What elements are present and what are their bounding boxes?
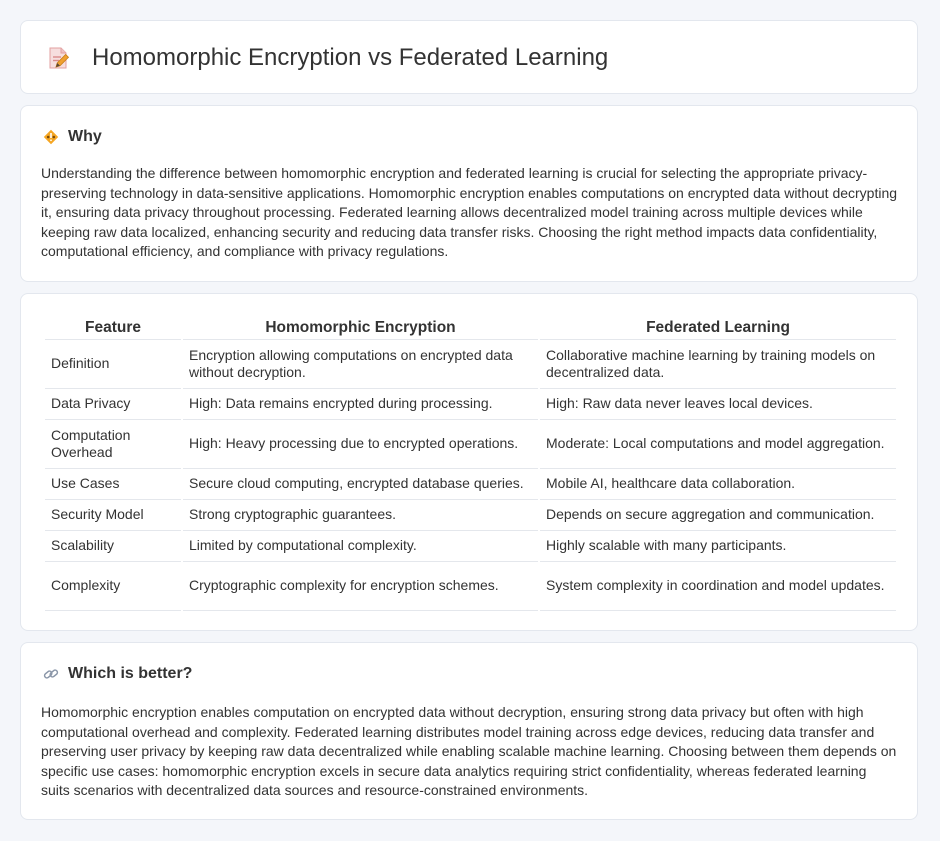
table-row [45,469,896,500]
federated-cell: Collaborative machine learning by training models on decentralized data. [540,340,896,389]
feature-cell: Complexity [45,562,181,611]
feature-cell: Use Cases [45,469,181,500]
header-homomorphic-encryption: Homomorphic Encryption [183,316,538,340]
feature-cell: Computation Overhead [45,420,181,469]
federated-cell: Highly scalable with many participants. [540,531,896,562]
link-icon [43,666,59,682]
header-federated-learning: Federated Learning [540,316,896,340]
better-heading: Which is better? [68,665,193,682]
why-heading-row [43,126,102,148]
document-edit-icon [47,46,69,70]
feature-cell: Scalability [45,531,181,562]
comparison-section [20,293,918,631]
homomorphic-cell: Encryption allowing computations on encrypted data without decryption. [183,340,538,389]
header-feature: Feature [45,316,181,340]
table-row [45,340,896,389]
better-heading-row [43,663,192,685]
federated-cell: High: Raw data never leaves local devices. [540,389,896,420]
why-section [20,105,918,282]
page-title: Homomorphic Encryption vs Federated Learning [92,44,609,71]
better-text: Homomorphic encryption enables computation on encrypted data without decryption, ensuring strong data privacy but often with high computational overhead and complexity. Federated learning distributes model training across edge devices, reducing data transfer and preserving user privacy by keeping raw data decentralized while enabling scalable machine learning. Choosing between them depends on specific use cases: homomorphic encryption excels in secure data analytics requiring strict confidentiality, whereas federated learning suits scenarios with decentralized data sources and resource-constrained environments. [41,704,897,799]
table-header-row [45,316,896,340]
feature-cell: Data Privacy [45,389,181,420]
federated-cell: Moderate: Local computations and model aggregation. [540,420,896,469]
table-row [45,389,896,420]
why-heading: Why [68,128,102,145]
comparison-table [43,316,898,611]
federated-cell: System complexity in coordination and model updates. [540,562,896,611]
diamond-warning-icon [43,129,59,145]
table-row [45,420,896,469]
federated-cell: Depends on secure aggregation and communication. [540,500,896,531]
header-card [20,20,918,94]
homomorphic-cell: Cryptographic complexity for encryption schemes. [183,562,538,611]
homomorphic-cell: Secure cloud computing, encrypted database queries. [183,469,538,500]
why-text: Understanding the difference between homomorphic encryption and federated learning is crucial for selecting the appropriate privacy-preserving technology in data-sensitive applications. Homomorphic encryption enables computations on encrypted data without decrypting it, ensuring data privacy throughout processing. Federated learning allows decentralized model training across multiple devices while keeping raw data localized, enhancing security and reducing data transfer risks. Choosing the right method impacts data confidentiality, computational efficiency, and compliance with privacy regulations. [41,165,898,260]
table-row [45,562,896,611]
feature-cell: Security Model [45,500,181,531]
homomorphic-cell: High: Heavy processing due to encrypted operations. [183,420,538,469]
homomorphic-cell: Strong cryptographic guarantees. [183,500,538,531]
homomorphic-cell: High: Data remains encrypted during processing. [183,389,538,420]
federated-cell: Mobile AI, healthcare data collaboration. [540,469,896,500]
which-is-better-section [20,642,918,820]
table-row [45,500,896,531]
feature-cell: Definition [45,340,181,389]
table-row [45,531,896,562]
homomorphic-cell: Limited by computational complexity. [183,531,538,562]
